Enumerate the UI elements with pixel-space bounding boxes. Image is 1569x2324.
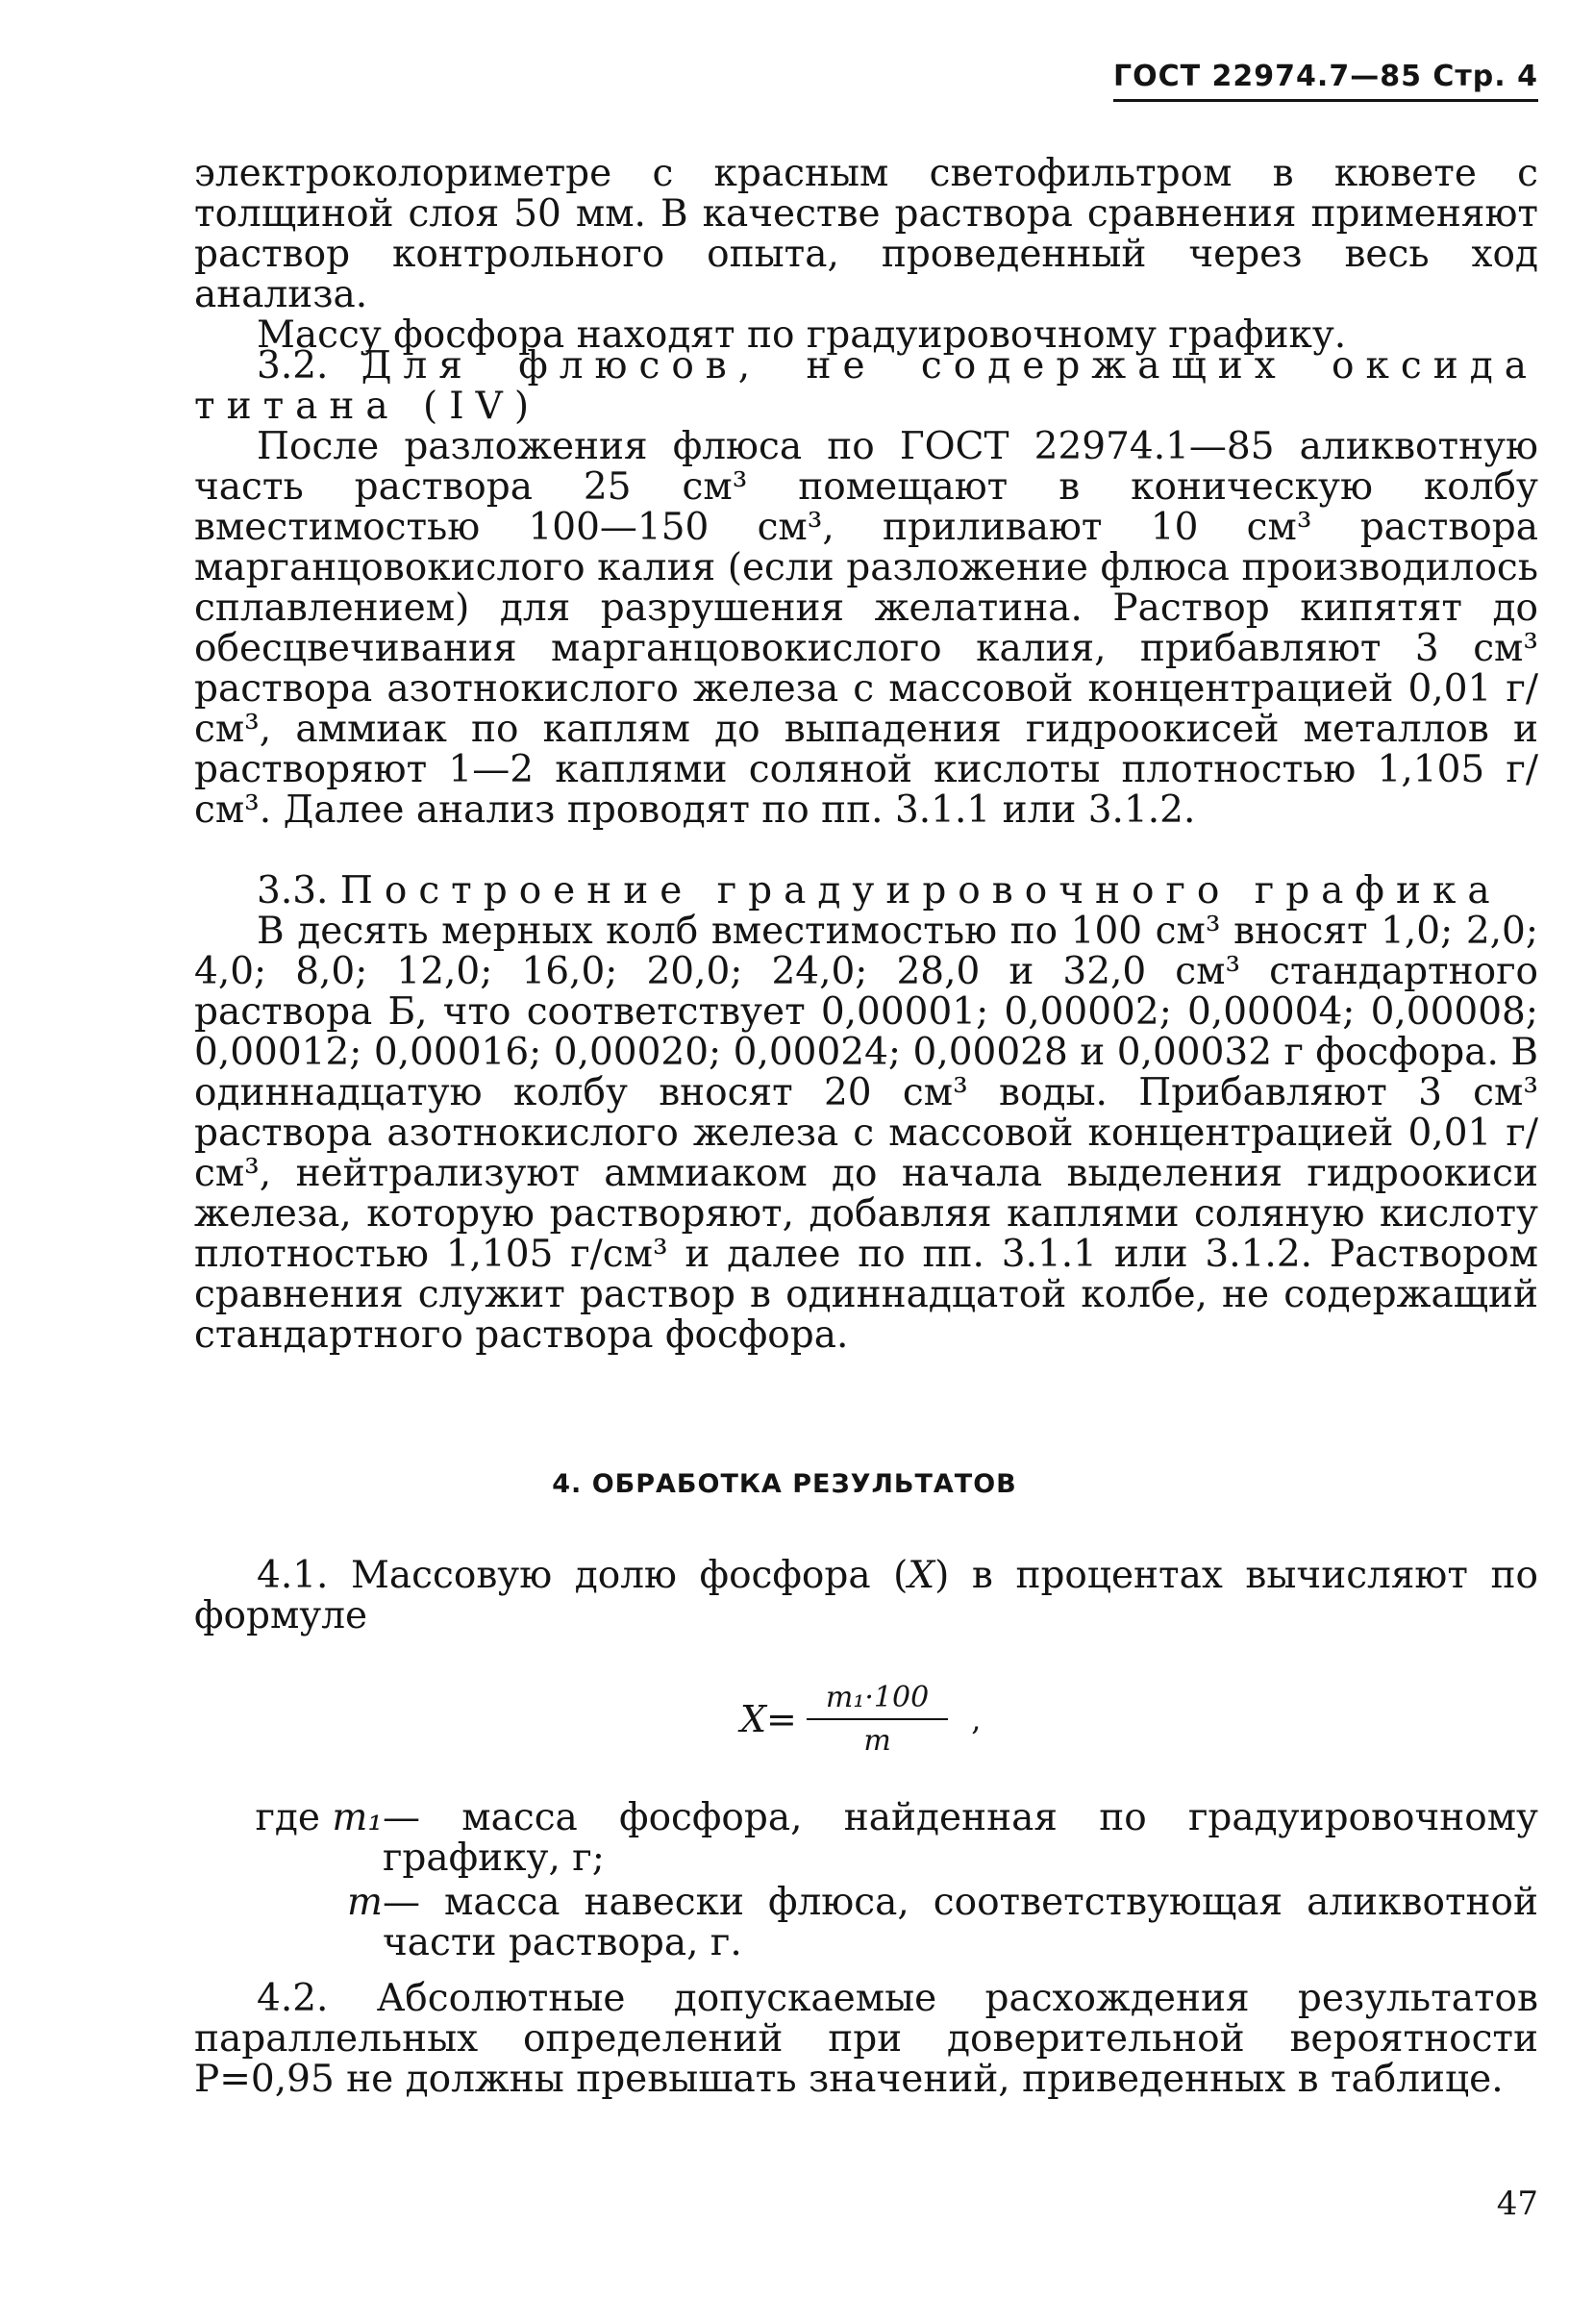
paragraph-4-1 xyxy=(194,1556,1538,1637)
definition-m1-text: — масса фосфора, найденная по градуировочному графику, г; xyxy=(383,1796,1538,1880)
definition-m-text: — масса навески флюса, соответствующая аликвотной части раствора, г. xyxy=(383,1881,1538,1964)
symbol-m: m xyxy=(347,1881,383,1924)
formula-numerator: m₁·100 xyxy=(807,1681,948,1720)
section-3-3-title: Построение градуировочного графика xyxy=(339,869,1502,912)
definition-m xyxy=(194,1883,1538,1963)
paragraph-continuation: электроколориметре с красным светофильтром в кювете с толщиной слоя 50 мм. В качестве раствора сравнения применяют раствор контрольного опыта, проведенный через весь ход анализа. xyxy=(194,152,1538,316)
page-header: ГОСТ 22974.7—85 Стр. 4 xyxy=(1113,60,1538,102)
section-3-2-title: Для флюсов, не содержащих оксида титана (IV) xyxy=(194,344,1538,428)
section-3-2-heading xyxy=(194,346,1538,427)
formula-denominator: m xyxy=(863,1724,891,1758)
paragraph-phosphorus-mass: Массу фосфора находят по градуировочному графику. xyxy=(257,313,1347,357)
section-3-2-body: После разложения флюса по ГОСТ 22974.1—85 аликвотную часть раствора 25 см³ помещают в коническую колбу вместимостью 100—150 см³, приливают 10 см³ раствора марганцовокислого калия (если разложение флюса производилось сплавлением) для разрушения желатина. Раствор кипятят до обесцвечивания марганцовокислого калия, прибавляют 3 см³ раствора азотнокислого железа с массовой концентрацией 0,01 г/см³, аммиак по каплям до выпадения гидроокисей металлов и растворяют 1—2 каплями соляной кислоты плотностью 1,105 г/см³. Далее анализ проводят по пп. 3.1.1 или 3.1.2. xyxy=(194,425,1538,832)
section-3-2 xyxy=(194,346,1538,831)
paragraph-4-1-text xyxy=(194,1556,1538,1637)
definition-m-label xyxy=(194,1883,383,1963)
paragraph-4-2 xyxy=(194,1979,1538,2100)
variable-x: X xyxy=(908,1554,935,1597)
formula-fraction xyxy=(807,1681,948,1758)
section-3-3-body: В десять мерных колб вместимостью по 100 см³ вносят 1,0; 2,0; 4,0; 8,0; 12,0; 16,0; 20,0; 24,0; 28,0 и 32,0 см³ стандартного раствора Б, что соответствует 0,00001; 0,00002; 0,00004; 0,00008; 0,00012; 0,00016; 0,00020; 0,00024; 0,00028 и 0,00032 г фосфора. В одиннадцатую колбу вносят 20 см³ воды. Прибавляют 3 см³ раствора азотнокислого железа с массовой концентрацией 0,01 г/см³, нейтрализуют аммиаком до начала выделения гидроокиси железа, которую растворяют, добавляя каплями соляную кислоту плотностью 1,105 г/см³ и далее по пп. 3.1.1 или 3.1.2. Раствором сравнения служит раствор в одиннадцатой колбе, не содержащий стандартного раствора фосфора. xyxy=(194,910,1538,1357)
formula xyxy=(740,1681,981,1758)
section-4-title: 4. ОБРАБОТКА РЕЗУЛЬТАТОВ xyxy=(552,1469,1017,1499)
section-3-3-number: 3.3. xyxy=(257,869,329,912)
where-word: где xyxy=(255,1796,320,1839)
paragraph-4-2-text: 4.2. Абсолютные допускаемые расхождения результатов параллельных определений при доверительной вероятности P=0,95 не должны превышать значений, приведенных в таблице. xyxy=(194,1977,1538,2101)
section-3-3 xyxy=(194,871,1538,1356)
section-3-2-number: 3.2. xyxy=(257,344,329,387)
symbol-m1: m₁ xyxy=(332,1796,383,1839)
formula-lhs: X= xyxy=(740,1698,797,1740)
page-number: 47 xyxy=(1496,2185,1538,2223)
text-block-continuation xyxy=(194,154,1538,356)
definition-m1-label xyxy=(194,1798,383,1879)
paragraph-4-1-prefix: 4.1. Массовую долю фосфора ( xyxy=(257,1554,909,1597)
formula-comma: , xyxy=(971,1701,982,1737)
section-3-3-heading xyxy=(194,871,1538,912)
paragraph-4-1-suffix: ) в процентах вычисляют по формуле xyxy=(194,1554,1538,1637)
definition-m1 xyxy=(194,1798,1538,1879)
